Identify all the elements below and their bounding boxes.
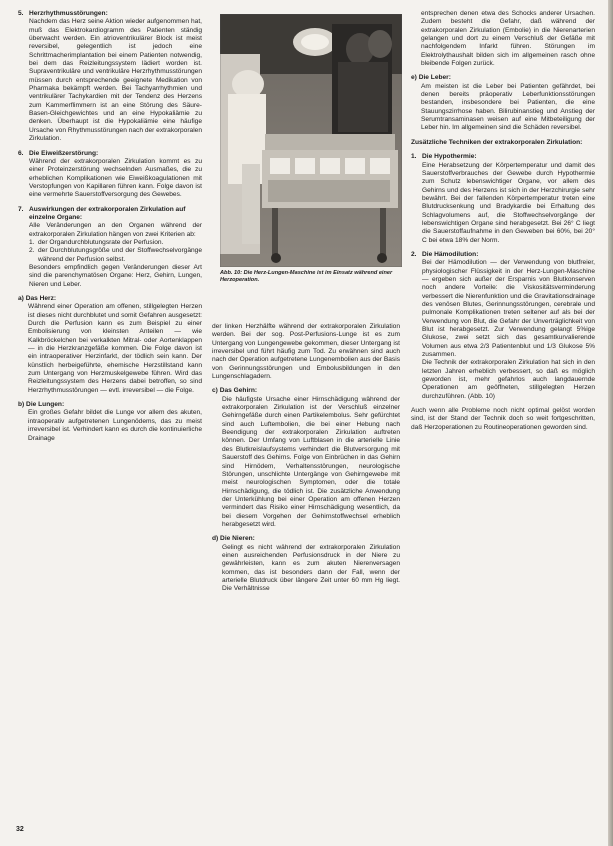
middle-column: [212, 323, 400, 594]
subsection-heading: a) Das Herz:: [18, 295, 57, 302]
section-heading: Zusätzliche Techniken der extrakorporalen Zirkulation:: [411, 138, 583, 146]
subsection-heading: b) Die Lungen:: [18, 401, 65, 409]
subsection-body: Die häufigste Ursache einer Hirnschädigung während der extrakorporalen Zirkulation ist der Verschluß einzelner Gehirngefäße durch einen Partikelembolus. Sehr gefürchtet sind auch Luftembolien, die bei einer Hebung nach Beendigung der extrakorporalen Zirkulation auftreten können. Der Umfang von Luftblasen in die arterielle Linie des Blutkreislaufsystems verhindert die Blutversorgung mit Sauerstoff des Gehirns. Folge von Einbrüchen in das Gehirn sind Hirnödem, Verhaltensstörungen, neurologische Störungen, unschlichte Untergänge von Gehirngewebe mit meist neurologischen Symptomen, oder die totale Hirnschädigung, die tödlich ist. Die zusätzliche Anwendung der Unterkühlung bei einer Operation am offenen Herzen vermindert das Risiko einer Hirnschädigung wesentlich, da bei diesem Vorgehen der Gehirnstoffwechsel erheblich herabgesetzt wird.: [222, 395, 400, 528]
section-body: Nachdem das Herz seine Aktion wieder aufgenommen hat, muß das Elektrokardiogramm des Patienten ständig überwacht werden. Ein atrioventrikulärer Block ist meist reversibel, gelegentlich ist jedoch eine Schrittmacherimplantation bei einem Patienten notwendig, bei dem das Reizleitungssystem lädiert worden ist. Supraventrikuläre und ventrikuläre Herzrhythmusstörungen müssen durch entsprechende geeignete Medikation von Pharmaka bekämpft werden. Bei Tachyarrhythmien und ventrikulärer Tachykardien mit der Tendenz des Herzens zum Kammerflimmern ist an eine Störung des Säure-Basen-Gleichgewichtes und an eine Hypokaliämie zu denken. Überhaupt ist die Hypokaliämie eine häufige Ursache von Rhythmusstörungen nach der extrakorporalen Zirkulation.: [29, 18, 202, 143]
list-item: 2. der Durchblutungsgröße und der Stoffwechselvorgänge während der Perfusion selbst.: [29, 247, 202, 263]
section-body: Die Technik der extrakorporalen Zirkulation hat sich in den letzten Jahren erheblich verbessert, so daß es möglich geworden ist, mehr gefahrlos auch langdauernde Operationen am geöffneten, stillgelegten Herzen durchzuführen. (Abb. 10): [422, 359, 595, 400]
section-body: Bei der Hämodilution — der Verwendung von blutfreier, physiologischer Flüssigkeit in der Herz-Lungen-Maschine — ergeben sich außer der Ersparnis von Blutkonserven noch andere Vorteile: die Viskositätsverminderung verbessert die Nierenfunktion und die Gravitationsdrainage des venösen Blutes, Gerinnungsstörungen, cerebrale und pulmonale Komplikationen treten seltener auf als bei der Verwendung von Blut, die Gefahr der Unverträglichkeit von Blut ist herabgesetzt. Zur Verwendung gelangt 5%ige Glukose, zwei setzt sich das gesamtkurvalierende Volumen aus etwa 2/3 Patientenblut und 1/3 Glukose 5% zusammen.: [422, 259, 595, 359]
page-edge: [608, 0, 613, 846]
closing-paragraph: Auch wenn alle Probleme noch nicht optimal gelöst worden sind, ist der Stand der Technik doch so weit fortgeschritten, daß Herzoperationen zu Routineoperationen geworden sind.: [411, 407, 595, 431]
section-heading: 2. Die Hämodilution:: [411, 250, 479, 258]
section-body: entsprechen denen etwa des Schocks anderer Ursachen. Zudem besteht die Gefahr, daß während der extrakorporalen Zirkulation (Embolie) in die Nierenarterien gelangen und dort zu einem Verschluß der Gefäße mit nachfolgendem Infarkt führen. Störungen im Elektrolythaushalt bilden sich im allgemeinen rasch ohne bleibende Folgen zurück.: [421, 10, 595, 68]
right-column: [411, 10, 595, 432]
subsection-heading: d) Die Nieren:: [212, 535, 255, 543]
subsection-heading: e) Die Leber:: [411, 74, 451, 82]
section-body: Während der extrakorporalen Zirkulation kommt es zu einer Proteinzerstörung wechselnden Ausmaßes, die zu erheblichen Komplikationen wie Eiweißkoagulationen mit Verstopfungen von Kapillaren führen kann. Folge davon ist eine vermehrte Sauerstoffversorgung des Gewebes.: [29, 157, 202, 199]
section-body: Alle Veränderungen an den Organen während der extrakorporalen Zirkulation hängen von zwei Kriterien ab:: [29, 222, 202, 238]
subsection-body: Am meisten ist die Leber bei Patienten gefährdet, bei denen bereits präoperativ Leberfunktionsstörungen bestanden, insbesondere bei Patienten, die eine Stauungszirrhose haben. Bilirubinanstieg und Anstieg der Serumtransaminasen weisen auf eine Mitbeteiligung der Leber hin. Im allgemeinen sind die Schäden reversibel.: [421, 82, 595, 132]
section-heading: 7. Auswirkungen der extrakorporalen Zirkulation auf einzelne Organe:: [18, 205, 186, 221]
figure-caption: Abb. 10: Die Herz-Lungen-Maschine ist im Einsatz während einer Herzoperation.: [220, 270, 393, 283]
subsection-body: Während einer Operation am offenen, stillgelegten Herzen ist dieses nicht durchblutet und somit Gefahren ausgesetzt: Durch die Perfusion kann es zum Beispiel zu einer Embolisierung von kleinsten Anteilen — wie Kalkbröckelchen bei verkalkten Mitral- oder Aortenklappen — in die Herzkranzgefäße kommen. Die Folge davon ist ein intraoperativer Herzinfarkt, der tödlich sein kann. Der künstlich herbeigeführte, ehemische Herzstillstand kann zum Untergang von Herzmuskelgewebe führen. Wird das Reizleitungssystem des Herzens dabei betroffen, so sind Herzrhythmusstörungen — evtl. irreversibel — die Folge.: [28, 303, 202, 394]
page-number: 32: [16, 826, 24, 833]
criteria-list: [29, 239, 202, 264]
subsection-heading: c) Das Gehirn:: [212, 387, 258, 395]
section-body: der linken Herzhälfte während der extrakorporalen Zirkulation werden. Bei der sog. Post-Perfusions-Lunge ist es zum Untergang von Lungengewebe gekommen, dieser Untergang ist irreversibel und führt häufig zum Tod. Zu erwähnen sind auch nach der Operation aufgetretene Lungenembolien aus der Basis von Gerinnungsstörungen und Embolusbildungen in den Lungenschlagadern.: [212, 323, 400, 381]
section-heading: 1. Die Hypothermie:: [411, 153, 477, 161]
list-item: 1. der Organdurchblutungsrate der Perfusion.: [29, 238, 164, 246]
subsection-body: Ein großes Gefahr bildet die Lunge vor allem des akuten, intraoperativ aufgetretenen Lungenödems, das zu meist irreversibel ist. Verhindert kann es durch die kontinuierliche Drainage: [28, 409, 202, 442]
section-body: Besonders empfindlich gegen Veränderungen dieser Art sind die parenchymatösen Organe: Herz, Gehirn, Lungen, Nieren und Leber.: [29, 263, 202, 288]
section-heading: 6. Die Eiweißzerstörung:: [18, 149, 99, 157]
operating-room-photo: [220, 14, 402, 267]
section-heading: 5. Herzrhythmusstörungen:: [18, 10, 108, 17]
left-column: [18, 10, 202, 443]
subsection-body: Gelingt es nicht während der extrakorporalen Zirkulation einen ausreichenden Perfusionsdruck in der Niere zu gewährleisten, kann es zum akuten Nierenversagen kommen, das ist besonders dann der Fall, wenn der arterielle Blutdruck über längere Zeit unter 60 mm Hg liegt. Die Verhältnisse: [222, 543, 400, 593]
section-body: Eine Herabsetzung der Körpertemperatur und damit des Sauerstoffverbrauches der Gewebe durch Hypothermie zum Schutz lebenswichtiger Organe, vor allem des Gehirns und des Herzens ist sich in der Herzchirurgie sehr bewährt. Bei der fallenden Körpertemperatur treten eine Blutdrucksenkung und Bradykardie bei Erhaltung des Schlagvolumens auf, die Stoffwechselvorgänge der lebenswichtigen Organe sind herabgesetzt. Bei 26° C liegt die Sauerstoffaufnahme in den Geweben bei 60%, bei 20° C bei etwa 18% der Norm.: [422, 161, 595, 244]
